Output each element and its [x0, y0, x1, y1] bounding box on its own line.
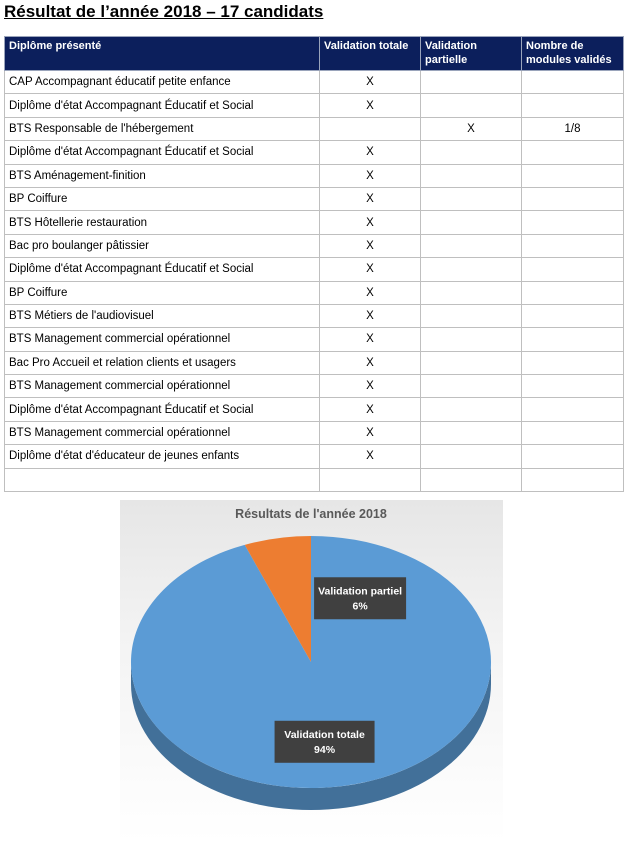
- cell-diplome: CAP Accompagnant éducatif petite enfance: [5, 71, 320, 94]
- table-header-row: [5, 37, 624, 71]
- table-row: [5, 258, 624, 281]
- table-row: [5, 421, 624, 444]
- cell-diplome: Diplôme d'état Accompagnant Éducatif et Social: [5, 398, 320, 421]
- table-row: [5, 141, 624, 164]
- cell-validation-totale: [320, 468, 421, 491]
- cell-diplome: BTS Aménagement-finition: [5, 164, 320, 187]
- table-row: [5, 117, 624, 140]
- cell-diplome: BTS Hôtellerie restauration: [5, 211, 320, 234]
- table-row: [5, 71, 624, 94]
- cell-diplome: [5, 468, 320, 491]
- cell-validation-totale: X: [320, 281, 421, 304]
- cell-validation-partielle: [421, 281, 522, 304]
- cell-diplome: Diplôme d'état Accompagnant Éducatif et Social: [5, 94, 320, 117]
- table-body: [5, 71, 624, 492]
- data-label-category-1: Validation partiel: [318, 585, 403, 598]
- data-label-value-0: 94%: [314, 743, 336, 756]
- cell-validation-totale: X: [320, 187, 421, 210]
- header-validation-partielle: Validation partielle: [421, 37, 522, 71]
- cell-validation-partielle: [421, 468, 522, 491]
- cell-modules-valides: [522, 187, 624, 210]
- cell-modules-valides: [522, 281, 624, 304]
- table-row: [5, 375, 624, 398]
- table-row: [5, 211, 624, 234]
- cell-validation-totale: [320, 117, 421, 140]
- cell-modules-valides: [522, 211, 624, 234]
- cell-validation-partielle: [421, 187, 522, 210]
- cell-diplome: Bac Pro Accueil et relation clients et usagers: [5, 351, 320, 374]
- cell-modules-valides: [522, 445, 624, 468]
- cell-validation-partielle: [421, 328, 522, 351]
- pie-chart: [120, 500, 503, 842]
- cell-modules-valides: [522, 94, 624, 117]
- cell-validation-totale: X: [320, 94, 421, 117]
- cell-diplome: BTS Métiers de l'audiovisuel: [5, 304, 320, 327]
- cell-modules-valides: [522, 398, 624, 421]
- table-row: [5, 281, 624, 304]
- cell-diplome: BTS Management commercial opérationnel: [5, 375, 320, 398]
- cell-validation-totale: X: [320, 71, 421, 94]
- data-label-category-0: Validation totale: [284, 728, 365, 741]
- table-row: [5, 328, 624, 351]
- cell-validation-partielle: X: [421, 117, 522, 140]
- table-row: [5, 187, 624, 210]
- cell-validation-totale: X: [320, 351, 421, 374]
- cell-validation-totale: X: [320, 234, 421, 257]
- cell-validation-partielle: [421, 141, 522, 164]
- page-title: Résultat de l’année 2018 – 17 candidats: [4, 2, 324, 21]
- cell-modules-valides: [522, 304, 624, 327]
- table-row: [5, 445, 624, 468]
- cell-diplome: BTS Management commercial opérationnel: [5, 421, 320, 444]
- cell-modules-valides: [522, 141, 624, 164]
- cell-validation-partielle: [421, 71, 522, 94]
- cell-modules-valides: [522, 351, 624, 374]
- cell-validation-partielle: [421, 234, 522, 257]
- data-label-value-1: 6%: [352, 600, 368, 613]
- cell-validation-totale: X: [320, 304, 421, 327]
- cell-validation-partielle: [421, 398, 522, 421]
- header-diplome: Diplôme présenté: [5, 37, 320, 71]
- cell-modules-valides: [522, 164, 624, 187]
- header-validation-totale: Validation totale: [320, 37, 421, 71]
- table-row: [5, 164, 624, 187]
- table-row: [5, 351, 624, 374]
- results-table: [4, 36, 624, 492]
- cell-validation-totale: X: [320, 211, 421, 234]
- cell-diplome: Bac pro boulanger pâtissier: [5, 234, 320, 257]
- cell-diplome: Diplôme d'état Accompagnant Éducatif et Social: [5, 141, 320, 164]
- cell-diplome: BTS Management commercial opérationnel: [5, 328, 320, 351]
- cell-validation-partielle: [421, 304, 522, 327]
- cell-modules-valides: [522, 375, 624, 398]
- cell-modules-valides: 1/8: [522, 117, 624, 140]
- cell-validation-totale: X: [320, 164, 421, 187]
- cell-diplome: Diplôme d'état Accompagnant Éducatif et Social: [5, 258, 320, 281]
- cell-validation-totale: X: [320, 328, 421, 351]
- data-label-box-0: [275, 721, 375, 763]
- cell-modules-valides: [522, 468, 624, 491]
- cell-validation-partielle: [421, 164, 522, 187]
- data-label-box-1: [314, 577, 406, 619]
- cell-diplome: BP Coiffure: [5, 281, 320, 304]
- cell-validation-partielle: [421, 421, 522, 444]
- header-modules-valides: Nombre de modules validés: [522, 37, 624, 71]
- cell-modules-valides: [522, 421, 624, 444]
- chart-title: Résultats de l'année 2018: [235, 507, 387, 521]
- cell-validation-partielle: [421, 375, 522, 398]
- cell-diplome: Diplôme d'état d'éducateur de jeunes enfants: [5, 445, 320, 468]
- cell-validation-partielle: [421, 351, 522, 374]
- cell-modules-valides: [522, 328, 624, 351]
- cell-validation-totale: X: [320, 141, 421, 164]
- cell-validation-totale: X: [320, 421, 421, 444]
- cell-validation-partielle: [421, 258, 522, 281]
- table-row: [5, 468, 624, 491]
- table-row: [5, 94, 624, 117]
- cell-diplome: BTS Responsable de l'hébergement: [5, 117, 320, 140]
- cell-validation-partielle: [421, 211, 522, 234]
- cell-diplome: BP Coiffure: [5, 187, 320, 210]
- table-row: [5, 234, 624, 257]
- cell-modules-valides: [522, 234, 624, 257]
- cell-modules-valides: [522, 258, 624, 281]
- table-row: [5, 398, 624, 421]
- pie-chart-svg: [120, 500, 503, 842]
- cell-validation-totale: X: [320, 398, 421, 421]
- cell-validation-partielle: [421, 94, 522, 117]
- cell-validation-totale: X: [320, 445, 421, 468]
- cell-validation-totale: X: [320, 258, 421, 281]
- cell-modules-valides: [522, 71, 624, 94]
- cell-validation-partielle: [421, 445, 522, 468]
- cell-validation-totale: X: [320, 375, 421, 398]
- table-row: [5, 304, 624, 327]
